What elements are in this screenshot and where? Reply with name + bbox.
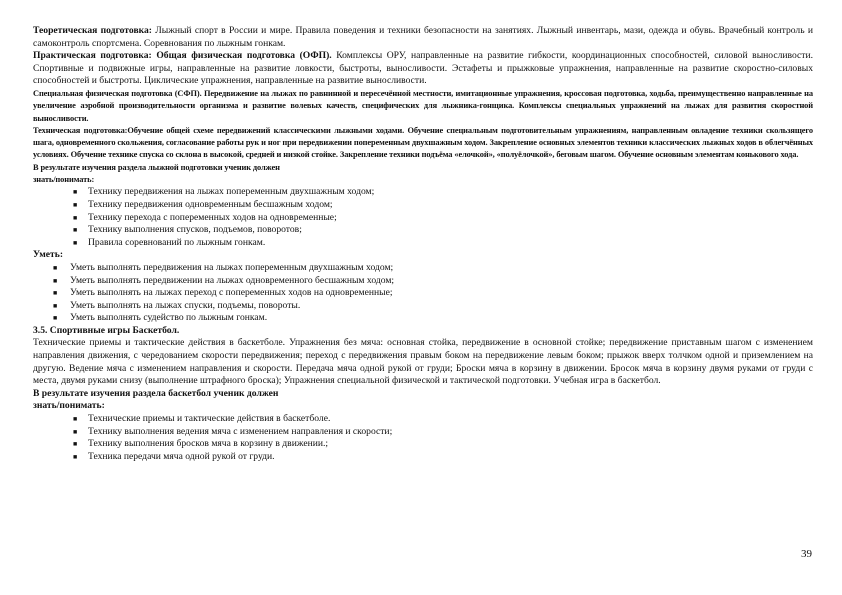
bullet-icon: ■: [73, 226, 78, 235]
technical-paragraph: [33, 125, 813, 162]
list-item: ■ Правила соревнований по лыжным гонкам.: [73, 236, 266, 248]
ski-result-heading: В результате изучения раздела лыжной подготовки ученик должен: [33, 162, 280, 172]
practical-title: Практическая подготовка: Общая физическая подготовка (ОФП).: [33, 50, 332, 62]
bullet-icon: ■: [73, 188, 78, 197]
technical-title: Техническая подготовка:: [33, 125, 128, 135]
practical-paragraph: [33, 50, 813, 88]
document-page: [33, 25, 813, 463]
bullet-icon: ■: [73, 213, 78, 222]
list-item: ■ Уметь выполнять судейство по лыжным гонкам.: [53, 312, 268, 324]
list-item: ■ Технику выполнения спусков, подъемов, поворотов;: [73, 224, 302, 236]
theory-title: Теоретическая подготовка:: [33, 25, 152, 36]
theory-paragraph: [33, 25, 813, 50]
sfp-text: Передвижение на лыжах по равнинной и пересечённой местности, имитационные упражнения, кроссовая подготовка, ходьба, преимущественно направленные на увеличение аэробной производительности организма и развитие волевых качеств, специфических для лыжника-гонщика. Комплексы специальных упражнений на лыжах для развития скоростной выносливости.: [33, 88, 813, 123]
ski-can-list: [33, 262, 813, 325]
sfp-paragraph: [33, 88, 813, 125]
list-item: ■ Техника передачи мяча одной рукой от груди.: [73, 450, 275, 462]
basketball-know-list: [33, 413, 813, 463]
list-item: ■ Технику передвижения на лыжах попеременным двухшажным ходом;: [73, 186, 375, 198]
bullet-icon: ■: [73, 238, 78, 247]
bullet-icon: ■: [73, 440, 78, 449]
sfp-title: Специальная физическая подготовка (СФП).: [33, 88, 202, 98]
list-item: ■ Уметь выполнять на лыжах спуски, подъемы, повороты.: [53, 299, 301, 311]
ski-know-label: знать/понимать:: [33, 175, 95, 185]
ski-can-label: Уметь:: [33, 249, 64, 261]
list-item: ■ Технические приемы и тактические действия в баскетболе.: [73, 413, 331, 425]
technical-text: Обучение общей схеме передвижений классическими лыжными ходами. Обучение специальным подготовительным упражнениям, направленным овладение техники скользящего шага, одновременного скольжения, согласование работы рук и ног при передвижении попеременным двухшажным ходом. Закрепление основных элементов техники классических лыжных ходов в облегчённых условиях. Обучение технике спуска со склона в высокой, средней и низкой стойке. Закрепление техники подъёма «елочкой», «полуёлочкой», беговым шагом. Обучение основным элементам конькового хода.: [33, 125, 814, 160]
basketball-heading: 3.5. Спортивные игры Баскетбол.: [33, 324, 180, 336]
bullet-icon: ■: [53, 301, 58, 310]
bullet-icon: ■: [73, 452, 78, 461]
list-item: ■ Технику выполнения бросков мяча в корзину в движении.;: [73, 438, 329, 450]
list-item: ■ Уметь выполнять передвижения на лыжах попеременным двухшажным ходом;: [53, 261, 394, 273]
page-number: 39: [801, 548, 812, 560]
bullet-icon: ■: [73, 200, 78, 209]
bullet-icon: ■: [53, 289, 58, 298]
bullet-icon: ■: [53, 314, 58, 323]
ski-know-list: [33, 186, 813, 249]
list-item: ■ Уметь выполнять на лыжах переход с попеременных ходов на одновременные;: [53, 287, 393, 299]
basketball-result-heading: В результате изучения раздела баскетбол ученик должен: [33, 387, 279, 399]
bullet-icon: ■: [73, 427, 78, 436]
list-item: ■ Технику перехода с попеременных ходов на одновременные;: [73, 211, 337, 223]
basketball-know-label: знать/понимать:: [33, 400, 105, 412]
bullet-icon: ■: [53, 276, 58, 285]
practical-text: Комплексы ОРУ, направленные на развитие гибкости, координационных способностей, силовой выносливости. Спортивные и подвижные игры, направленные на развитие ловкости, быстроты, выносливости. Эстафеты и прыжковые упражнения, направленные на развитие скоростно-силовых способностей и быстроты. Циклические упражнения, направленные на развитие выносливости.: [33, 50, 813, 87]
list-item: ■ Технику выполнения ведения мяча с изменением направления и скорости;: [73, 425, 393, 437]
theory-text: Лыжный спорт в России и мире. Правила поведения и техники безопасности на занятиях. Лыжный инвентарь, мази, одежда и обувь. Врачебный контроль и самоконтроль спортсмена. Соревнования по лыжным гонкам.: [33, 25, 813, 49]
basketball-text: Технические приемы и тактические действия в баскетболе. Упражнения без мяча: основная стойка, передвижение в основной стойке; передвижение приставным шагом с изменением направления движения, с чередованием скорости передвижения; переход с передвижения правым боком на передвижение левым боком; прыжок вверх толчком одной и приземлением на другую. Ведение мяча с изменением направления и скорости. Передача мяча одной рукой от груди; Броски мяча в корзину в движении. Бросок мяча в корзину двумя руками от груди с места, двумя руками снизу (выполнение штрафного броска); Упражнения специальной физической и тактической подготовки. Учебная игра в баскетбол.: [33, 337, 813, 387]
bullet-icon: ■: [73, 415, 78, 424]
list-item: ■ Технику передвижения одновременным бесшажным ходом;: [73, 198, 333, 210]
list-item: ■ Уметь выполнять передвижении на лыжах одновременного бесшажным ходом;: [53, 274, 395, 286]
bullet-icon: ■: [53, 263, 58, 272]
